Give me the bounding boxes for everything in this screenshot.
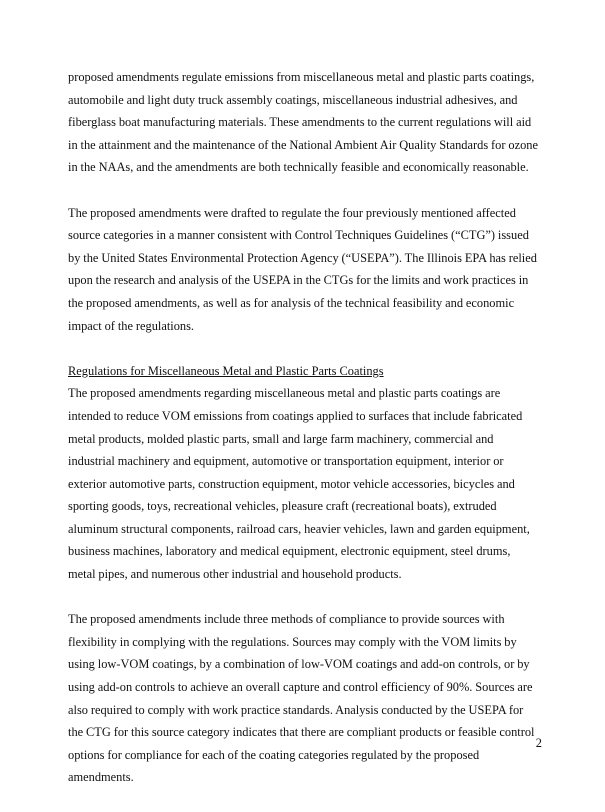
section-heading: Regulations for Miscellaneous Metal and Plastic Parts Coatings <box>68 363 384 378</box>
section-body: The proposed amendments regarding miscellaneous metal and plastic parts coatings are intended to reduce VOM emissions from coatings applied to surfaces that include fabricated metal products, molded plastic parts, small and large farm machinery, commercial and industrial machinery and equipment, automotive or transportation equipment, interior or exterior automotive parts, construction equipment, motor vehicle accessories, bicycles and sporting goods, toys, recreational vehicles, pleasure craft (recreational boats), extruded aluminum structural components, railroad cars, heavier vehicles, lawn and garden equipment, business machines, laboratory and medical equipment, electronic equipment, steel drums, metal pipes, and numerous other industrial and household products. <box>68 386 530 582</box>
paragraph-intro: proposed amendments regulate emissions from miscellaneous metal and plastic parts coatings, automobile and light duty truck assembly coatings, miscellaneous industrial adhesives, and fiberglass boat manufacturing materials. These amendments to the current regulations will aid in the attainment and the maintenance of the National Ambient Air Quality Standards for ozone in the NAAs, and the amendments are both technically feasible and economically reasonable. <box>68 70 538 175</box>
paragraph-ctg: The proposed amendments were drafted to regulate the four previously mentioned affected source categories in a manner consistent with Control Techniques Guidelines (“CTG”) issued by the United States Environmental Protection Agency (“USEPA”). The Illinois EPA has relied upon the research and analysis of the USEPA in the CTGs for the limits and work practices in the proposed amendments, as well as for analysis of the technical feasibility and economic impact of the regulations. <box>68 205 537 333</box>
paragraph-compliance: The proposed amendments include three methods of compliance to provide sources with flexibility in complying with the regulations. Sources may comply with the VOM limits by using low-VOM coatings, by a combination of low-VOM coatings and add-on controls, or by using add-on controls to achieve an overall capture and control efficiency of 90%. Sources are also required to comply with work practice standards. Analysis conducted by the USEPA for the CTG for this source category indicates that there are compliant products or feasible control options for compliance for each of the coating categories regulated by the proposed amendments. <box>68 612 535 785</box>
page-number: 2 <box>535 736 542 750</box>
page-content <box>68 66 538 812</box>
